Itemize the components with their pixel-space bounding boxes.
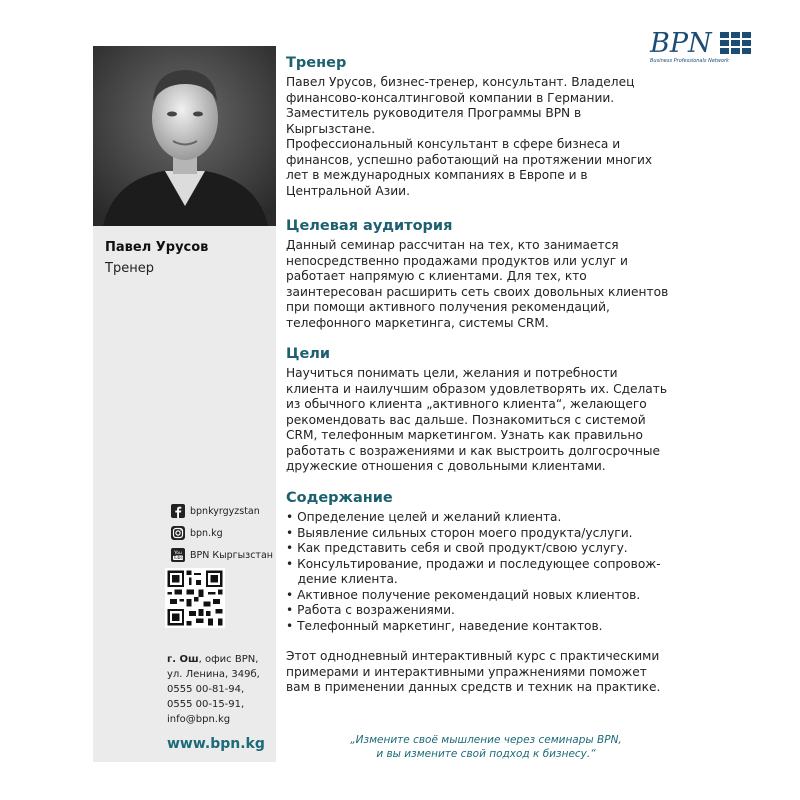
text-line: Кыргызстане. xyxy=(286,121,376,136)
summary-text xyxy=(286,649,676,696)
heading-contents: Содержание xyxy=(286,490,393,506)
list-item: • Работа с возражениями. xyxy=(286,603,455,617)
instagram-icon xyxy=(171,526,185,540)
text-line: примерами и интерактивными упражнениями поможет xyxy=(286,664,647,679)
text-line: лет в международных компаниях в Европе и в xyxy=(286,168,588,182)
list-item: • Выявление сильных сторон моего продукта/услуги. xyxy=(286,525,633,540)
text-line: Данный семинар рассчитан на тех, кто занимается xyxy=(286,238,619,252)
heading-audience: Целевая аудитория xyxy=(286,218,453,234)
trainer-photo xyxy=(93,46,276,226)
logo-text: BPN xyxy=(650,28,712,59)
text-line: CRM, телефонным маркетингом. Узнать как правильно xyxy=(286,428,643,442)
contact-city: г. Ош xyxy=(167,654,199,665)
text-line: вам в применении данных средств и техник на практике. xyxy=(286,680,661,694)
contact-info xyxy=(167,652,260,727)
svg-text:Tube: Tube xyxy=(173,555,183,561)
contact-phone-2[interactable]: 0555 00-15-91, xyxy=(167,699,245,710)
text-line: Профессиональный консультант в сфере бизнеса и xyxy=(286,137,621,151)
text-line: финансово-консалтинговой компании в Германии. xyxy=(286,90,615,105)
website-link[interactable]: www.bpn.kg xyxy=(167,736,265,752)
text-line: рекомендовать вас дальше. Познакомиться с системой xyxy=(286,412,646,427)
logo-subtitle: Business Professionals Network xyxy=(650,58,729,64)
bpn-logo xyxy=(650,28,755,68)
contact-email[interactable]: info@bpn.kg xyxy=(167,714,231,725)
contents-list xyxy=(286,510,676,634)
text-line: непосредственно продажами продуктов или услуг и xyxy=(286,253,628,268)
text-line: Центральной Азии. xyxy=(286,183,410,198)
logo-grid-icon xyxy=(720,32,752,54)
text-line: телефонного маркетинга, системы CRM. xyxy=(286,315,549,330)
social-instagram[interactable] xyxy=(171,526,223,540)
list-item: • Активное получение рекомендаций новых клиентов. xyxy=(286,587,641,602)
text-line: Научиться понимать цели, желания и потребности xyxy=(286,366,618,380)
quote-line-2: и вы измените свой подход к бизнесу.“ xyxy=(376,748,596,760)
trainer-text xyxy=(286,75,676,199)
text-line: из обычного клиента „активного клиента“, желающего xyxy=(286,397,647,411)
list-item: • Определение целей и желаний клиента. xyxy=(286,510,562,524)
closing-quote xyxy=(316,733,656,761)
text-line: клиента и наилучшим образом удовлетворять их. Сделать xyxy=(286,381,668,396)
heading-trainer: Тренер xyxy=(286,55,347,71)
heading-goals: Цели xyxy=(286,346,331,362)
text-line: работать с возражениями и как выстроить долгосрочные xyxy=(286,443,660,458)
trainer-role: Тренер xyxy=(105,261,154,276)
list-item: • Телефонный маркетинг, наведение контактов. xyxy=(286,618,603,633)
social-facebook[interactable] xyxy=(171,504,260,518)
social-youtube[interactable] xyxy=(171,548,273,562)
facebook-icon xyxy=(171,504,185,518)
list-item: • Как представить себя и свой продукт/свою услугу. xyxy=(286,541,628,555)
list-item: дение клиента. xyxy=(286,572,398,586)
qr-code[interactable] xyxy=(165,568,225,628)
quote-line-1: „Измените своё мышление через семинары BPN, xyxy=(350,734,622,746)
social-youtube-label: BPN Кыргызстан xyxy=(190,549,273,561)
text-line: дружеские отношения с довольными клиентами. xyxy=(286,459,606,473)
svg-text:You: You xyxy=(174,551,182,556)
sidebar xyxy=(93,46,276,762)
text-line: работает напрямую с клиентами. Для тех, кто xyxy=(286,269,587,283)
list-item: • Консультирование, продажи и последующее сопровож- xyxy=(286,556,661,571)
text-line: заинтересован расширить сеть своих довольных клиентов xyxy=(286,284,669,299)
youtube-icon xyxy=(171,548,185,562)
contact-address: ул. Ленина, 349б, xyxy=(167,669,260,680)
goals-text xyxy=(286,366,676,475)
contact-office: , офис BPN, xyxy=(198,654,259,665)
social-facebook-label: bpnkyrgyzstan xyxy=(190,505,260,517)
text-line: финансов, успешно работающий на протяжении многих xyxy=(286,152,653,167)
text-line: Этот однодневный интерактивный курс с практическими xyxy=(286,649,660,663)
audience-text xyxy=(286,238,676,331)
contact-phone-1[interactable]: 0555 00-81-94, xyxy=(167,684,245,695)
text-line: при помощи активного получения рекомендаций, xyxy=(286,300,610,314)
social-instagram-label: bpn.kg xyxy=(190,527,223,539)
text-line: Павел Урусов, бизнес-тренер, консультант. Владелец xyxy=(286,75,635,89)
trainer-name: Павел Урусов xyxy=(105,240,209,255)
text-line: Заместитель руководителя Программы BPN в xyxy=(286,106,582,120)
